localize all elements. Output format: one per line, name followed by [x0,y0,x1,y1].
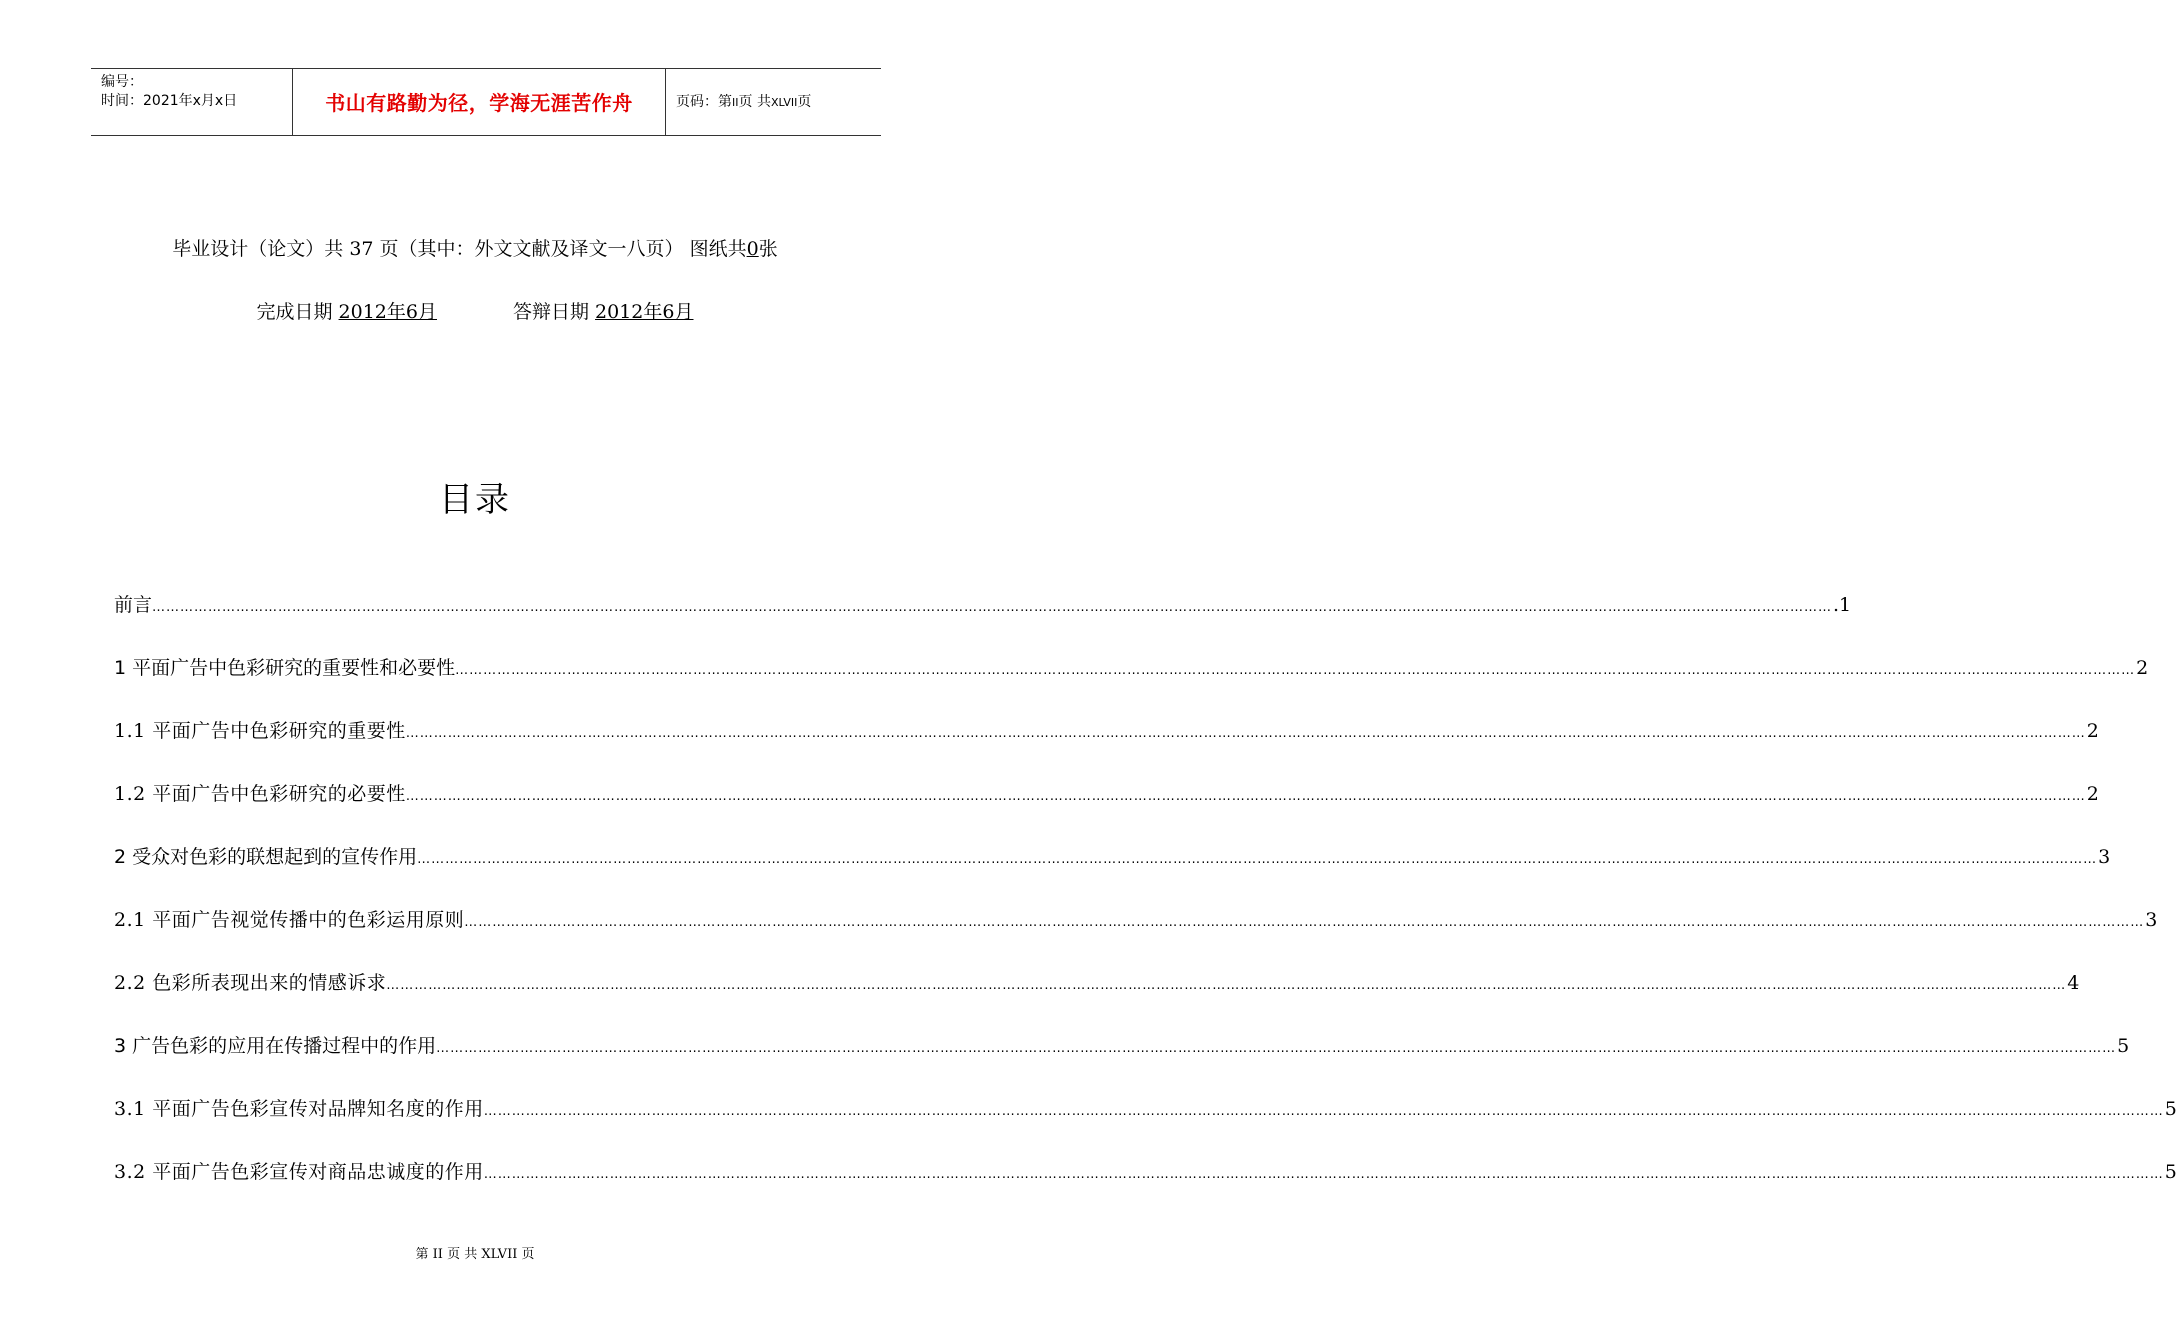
toc-entry-page: 3 [2145,909,2158,931]
drawing-count-unit: 张 [758,238,778,260]
toc-leader-dots: ……………………………………………………………………………………………………………………………………………………………………………………………………………………………………………………………………………………………………………………………… [417,852,2098,867]
toc-entry-label: 1.2 平面广告中色彩研究的必要性 [114,783,406,805]
toc-title: 目录 [439,480,511,520]
toc-entry-chapter-1[interactable] [114,653,2149,683]
dates-line [0,300,950,324]
toc-leader-dots: ……………………………………………………………………………………………………………………………………………………………………………………………………………………………………………………………………………………………………………………………… [405,726,2086,741]
toc-entry-label: 3.2 平面广告色彩宣传对商品忠诚度的作用 [114,1161,484,1183]
header-motto: 书山有路勤为径，学海无涯苦作舟 [325,91,633,115]
toc-leader-dots: ……………………………………………………………………………………………………………………………………………………………………………………………………………………………………………………………………………………………………………………………… [464,915,2145,930]
toc-leader-dots: ……………………………………………………………………………………………………………………………………………………………………………………………………………………………………………………………………………………………………………………………… [405,789,2086,804]
toc-entry-section-3-2[interactable] [114,1157,2177,1187]
toc-entry-page: 2 [2086,783,2100,805]
toc-entry-page: 4 [2067,972,2080,994]
toc-entry-section-2-1[interactable] [114,905,2158,935]
toc-leader-dots: ……………………………………………………………………………………………………………………………………………………………………………………………………………………………………………………………………………………………………………………………… [483,1104,2164,1119]
toc-entry-page: .1 [1833,594,1852,616]
toc-entry-page: 5 [2117,1035,2130,1057]
header-page-mid: 页 共 [738,94,771,110]
toc-entry-label: 2 受众对色彩的联想起到的宣传作用 [114,846,418,868]
toc-entry-label: 1.1 平面广告中色彩研究的重要性 [114,720,406,742]
completion-date: 2012年6月 [338,301,437,323]
page-count-text: 毕业设计（论文）共 37 页（其中：外文文献及译文一八页） 图纸共 [172,238,747,260]
header-time-label: 时间：2021年x月x日 [101,93,238,109]
defense-date-label: 答辩日期 [513,301,596,323]
toc-entry-label: 前言 [114,594,153,616]
header-code-label: 编号： [101,74,143,90]
toc-leader-dots: ……………………………………………………………………………………………………………………………………………………………………………………………………………………………………………………………………………………………………………………………… [152,600,1833,615]
drawing-count: 0 [746,238,759,260]
header-right-cell [666,69,881,135]
toc-entry-section-2-2[interactable] [114,968,2080,998]
toc-entry-page: 3 [2098,846,2111,868]
toc-entry-label: 3.1 平面广告色彩宣传对品牌知名度的作用 [114,1098,484,1120]
toc-leader-dots: ……………………………………………………………………………………………………………………………………………………………………………………………………………………………………………………………………………………………………………………………… [436,1041,2117,1056]
page-footer: 第 II 页 共 XLVII 页 [415,1247,535,1262]
toc-leader-dots: ……………………………………………………………………………………………………………………………………………………………………………………………………………………………………………………………………………………………………………………………… [386,978,2067,993]
toc-entry-preface[interactable] [114,590,1852,620]
toc-entry-label: 2.2 色彩所表现出来的情感诉求 [114,972,387,994]
toc-entry-section-1-2[interactable] [114,779,2100,809]
toc-entry-label: 2.1 平面广告视觉传播中的色彩运用原则 [114,909,465,931]
header-page-prefix: 页码：第 [676,94,732,110]
header-middle-cell [293,69,666,135]
page-header [91,68,881,136]
thesis-page-count-line [0,237,950,261]
toc-entry-label: 3 广告色彩的应用在传播过程中的作用 [114,1035,437,1057]
toc-entry-page: 2 [2136,657,2149,679]
toc-entry-section-3-1[interactable] [114,1094,2177,1124]
header-page-suffix: 页 [797,94,812,110]
header-page-number [676,94,811,111]
toc-entry-page: 2 [2086,720,2100,742]
toc-entry-page: 5 [2164,1161,2177,1183]
toc-entry-chapter-3[interactable] [114,1031,2130,1061]
header-page-current: II [732,96,739,109]
toc-leader-dots: ……………………………………………………………………………………………………………………………………………………………………………………………………………………………………………………………………………………………………………………………… [455,663,2136,678]
defense-date: 2012年6月 [595,301,694,323]
toc-entry-page: 5 [2164,1098,2177,1120]
toc-entry-section-1-1[interactable] [114,716,2100,746]
toc-leader-dots: ……………………………………………………………………………………………………………………………………………………………………………………………………………………………………………………………………………………………………………………………… [483,1167,2164,1182]
toc-entry-chapter-2[interactable] [114,842,2111,872]
completion-date-label: 完成日期 [256,301,339,323]
header-page-total: XLVII [770,96,798,109]
toc-entry-label: 1 平面广告中色彩研究的重要性和必要性 [114,657,456,679]
header-left-cell [91,69,293,135]
